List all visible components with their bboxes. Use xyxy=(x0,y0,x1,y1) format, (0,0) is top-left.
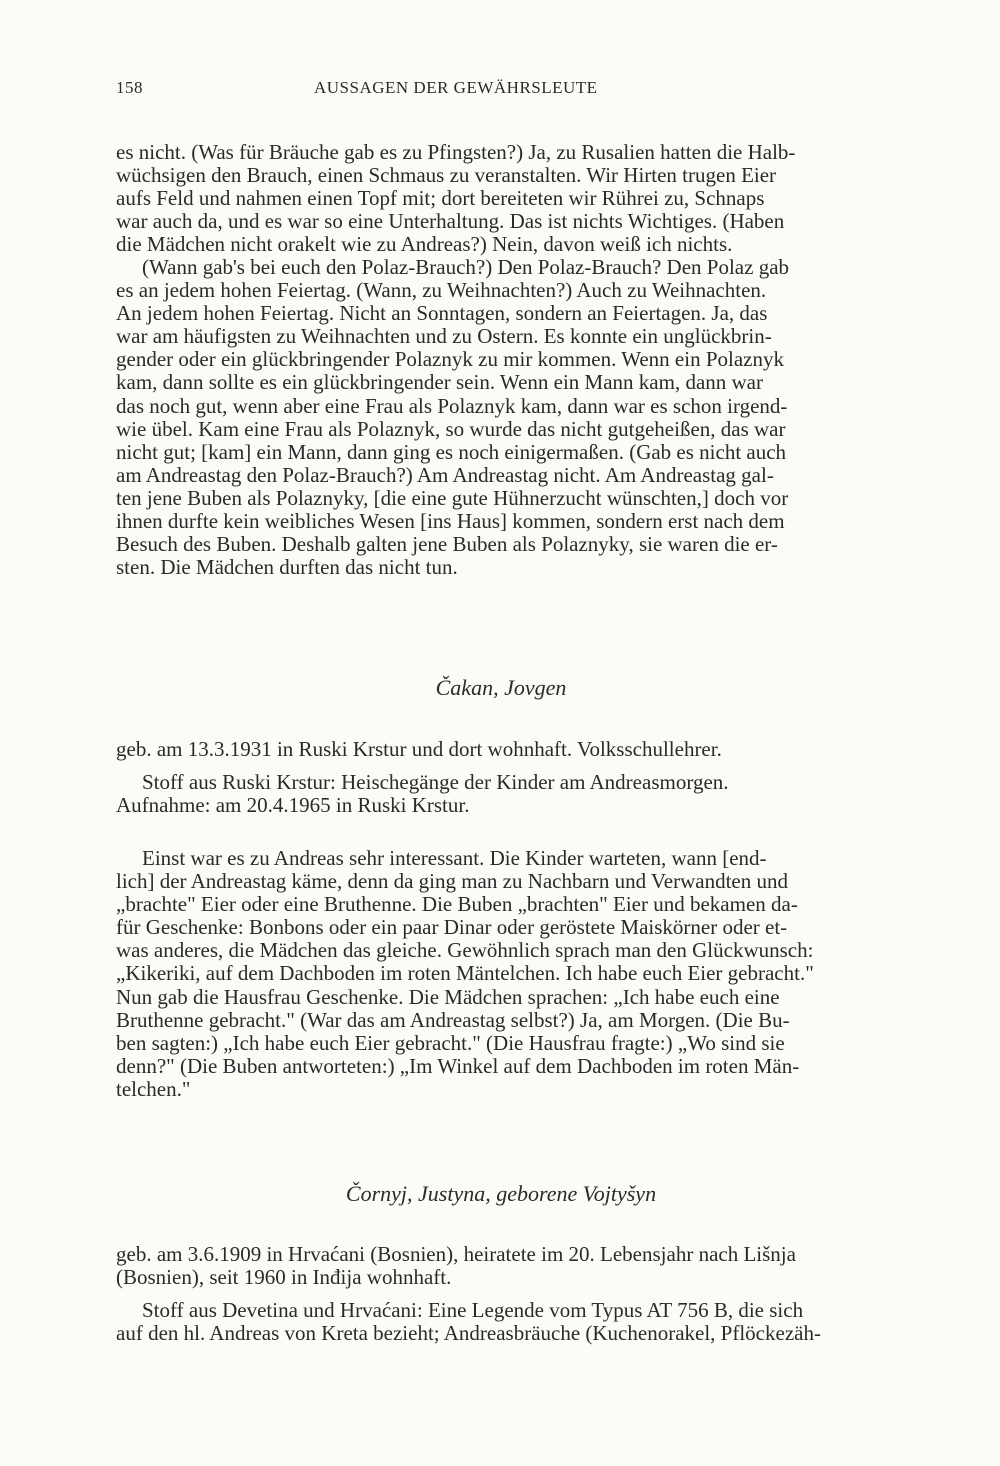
material-note-cakan xyxy=(116,771,886,817)
paragraph-text: geb. am 13.3.1931 in Ruski Krstur und dort wohnhaft. Volksschullehrer. xyxy=(116,737,722,761)
paragraph-andreas xyxy=(116,847,886,1101)
informant-name-heading: Čornyj, Justyna, geborene Vojtyšyn xyxy=(345,1181,657,1206)
section-heading-cakan xyxy=(116,676,886,700)
paragraph-text: (Wann gab's bei euch den Polaz-Brauch?) Den Polaz-Brauch? Den Polaz gab es an jedem hohen Feiertag. (Wann, zu Weihnachten?) Auch zu Weihnachten. An jedem hohen Feiertag. Nicht an Sonntagen, sondern an Feiertagen. Ja, das war am häufigsten zu Weihnachten und zu Ostern. Es konnte ein unglückbrin- gender oder ein glückbringender Polaznyk zu mir kommen. Wenn ein Polaznyk kam, dann sollte es ein glückbringender sein. Wenn ein Mann kam, dann war das noch gut, wenn aber eine Frau als Polaznyk kam, dann war es schon irgend- wie übel. Kam eine Frau als Polaznyk, so wurde das nicht gutgeheißen, das war nicht gut; [kam] ein Mann, dann ging es noch einigermaßen. (Gab es nicht auch am Andreastag den Polaz-Brauch?) Am Andreastag nicht. Am Andreastag gal- ten jene Buben als Polaznyky, [die eine gute Hühnerzucht wünschten,] doch vor ihnen durfte kein weibliches Wesen [ins Haus] kommen, sondern erst nach dem Besuch des Buben. Deshalb galten jene Buben als Polaznyky, sie waren die er- sten. Die Mädchen durften das nicht tun. xyxy=(116,255,790,580)
page-number: 158 xyxy=(116,78,143,97)
section-heading-cornyj xyxy=(116,1182,886,1206)
paragraph-text: Einst war es zu Andreas sehr interessant. Die Kinder warteten, wann [end- lich] der Andreastag käme, denn da ging man zu Nachbarn und Verwandten und „brachte" Eier oder eine Bruthenne. Die Buben „brachten" Eier und bekamen da- für Geschenke: Bonbons oder ein paar Dinar oder geröstete Maiskörner oder et- was anderes, die Mädchen das gleiche. Gewöhnlich sprach man den Glückwunsch: „Kikeriki, auf dem Dachboden im roten Mäntelchen. Ich habe euch Eier gebracht." Nun gab die Hausfrau Geschenke. Die Mädchen sprachen: „Ich habe euch eine Bruthenne gebracht." (War das am Andreastag selbst?) Ja, am Morgen. (Die Bu- ben sagten:) „Ich habe euch Eier gebracht." (Die Hausfrau fragte:) „Wo sind sie denn?" (Die Buben antworteten:) „Im Winkel auf dem Dachboden im roten Män- telchen." xyxy=(116,846,814,1101)
material-note-cornyj xyxy=(116,1299,886,1345)
running-title: AUSSAGEN DER GEWÄHRSLEUTE xyxy=(314,78,598,97)
paragraph-text: Stoff aus Devetina und Hrvaćani: Eine Legende vom Typus AT 756 B, die sich auf den hl. Andreas von Kreta bezieht; Andreasbräuche (Kuchenorakel, Pflöckezäh- xyxy=(116,1298,821,1346)
paragraph-text: Stoff aus Ruski Krstur: Heischegänge der Kinder am Andreasmorgen. Aufnahme: am 20.4.1965 in Ruski Krstur. xyxy=(116,770,729,818)
paragraph-text: es nicht. (Was für Bräuche gab es zu Pfingsten?) Ja, zu Rusalien hatten die Halb- wüchsigen den Brauch, einen Schmaus zu veranstalten. Wir Hirten trugen Eier aufs Feld und nahmen einen Topf mit; dort bereiteten wir Rührei zu, Schnaps war auch da, und es war so eine Unterhaltung. Das ist nichts Wichtiges. (Haben die Mädchen nicht orakelt wie zu Andreas?) Nein, davon weiß ich nichts. xyxy=(116,140,796,257)
informant-bio-cakan xyxy=(116,738,886,761)
paragraph-pfingsten xyxy=(116,141,886,256)
informant-name-heading: Čakan, Jovgen xyxy=(435,675,567,700)
informant-bio-cornyj xyxy=(116,1243,886,1289)
paragraph-polaz xyxy=(116,256,886,579)
paragraph-text: geb. am 3.6.1909 in Hrvaćani (Bosnien), heiratete im 20. Lebensjahr nach Lišnja (Bosnien), seit 1960 in Inđija wohnhaft. xyxy=(116,1242,796,1290)
